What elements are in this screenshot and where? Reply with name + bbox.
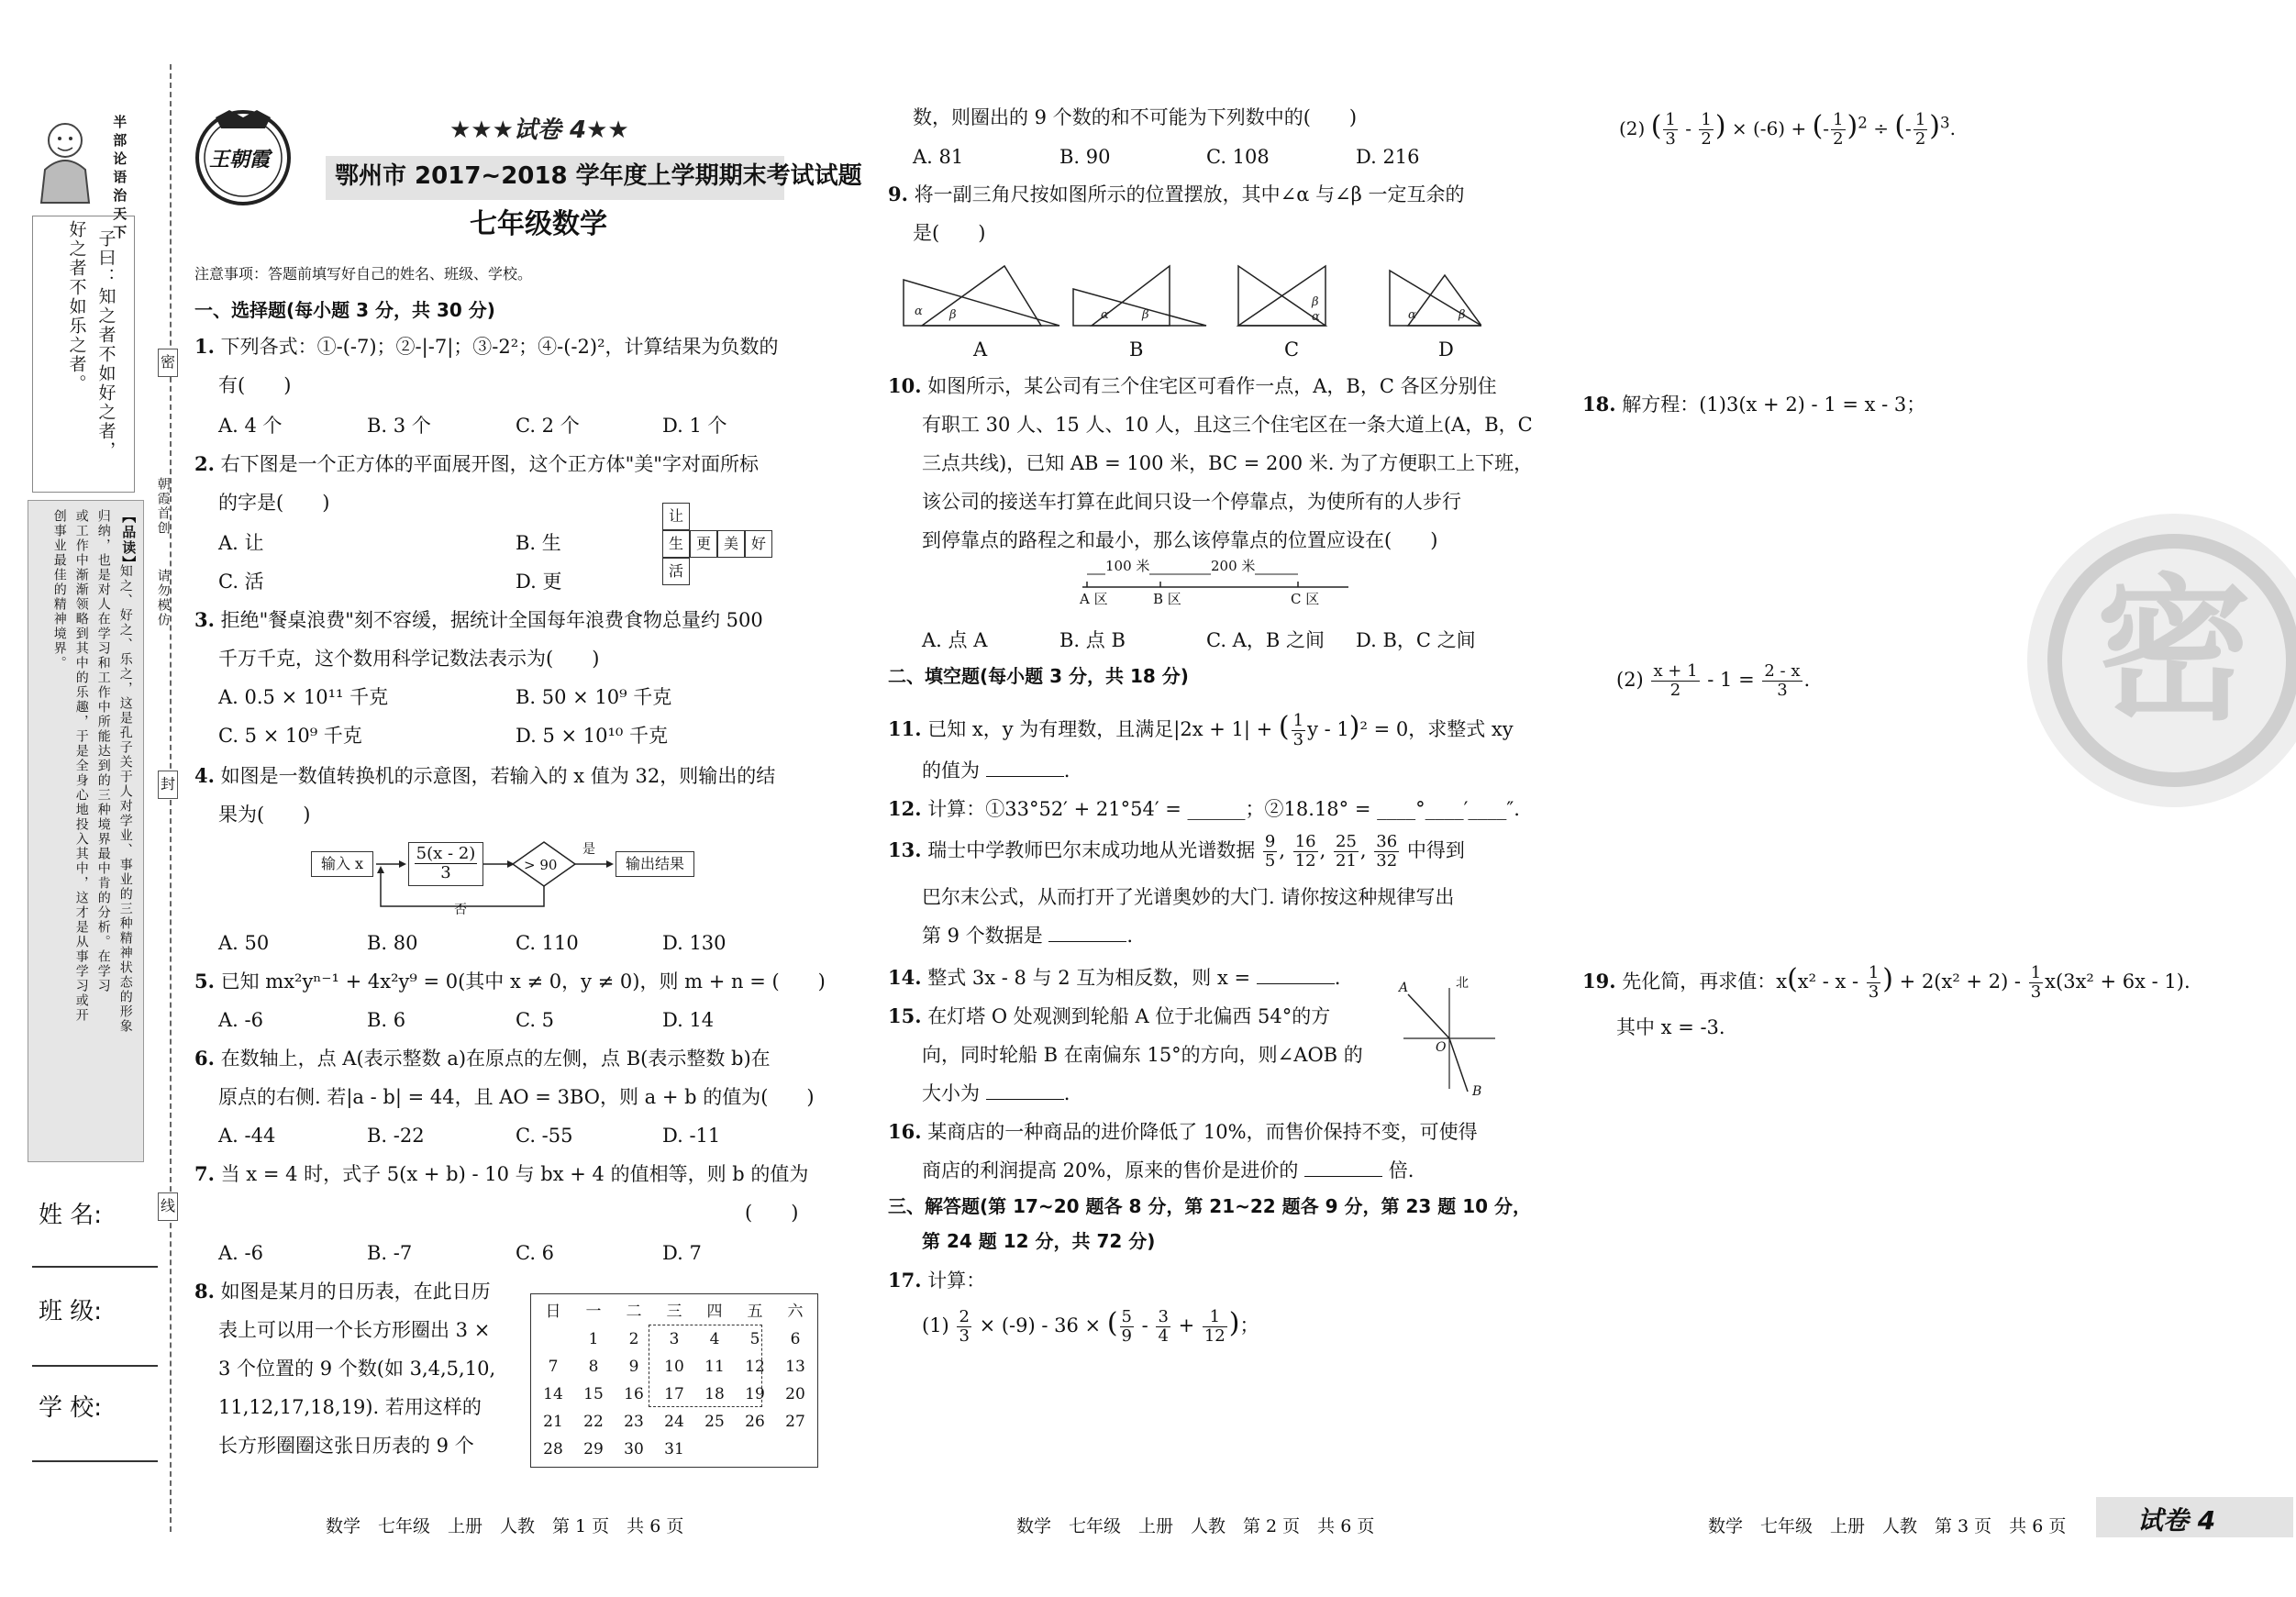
q10	[888, 372, 1497, 402]
q10-option-d[interactable]: D. B，C 之间	[1356, 629, 1476, 651]
q10-num: 10.	[888, 374, 922, 397]
calendar-day: 27	[785, 1413, 805, 1431]
q13-num: 13.	[888, 837, 922, 861]
calendar-day-header: 三	[666, 1303, 682, 1321]
q17-p1-f3-num: 1	[1203, 1308, 1227, 1327]
q3-option-b[interactable]: B. 50 × 10⁹ 千克	[516, 686, 672, 708]
confucius-illustration	[32, 115, 98, 206]
calendar-day: 8	[588, 1358, 599, 1376]
q17-p1-frac-num: 2	[959, 1307, 970, 1327]
q11-answer-blank[interactable]	[986, 760, 1064, 777]
q11-text2: 的值为	[922, 760, 980, 782]
fig-label-d: D	[1438, 338, 1454, 360]
calendar-day: 26	[745, 1413, 765, 1431]
q18-num: 18.	[1582, 393, 1616, 416]
compass-figure	[1399, 974, 1500, 1103]
calendar-week-row	[533, 1408, 815, 1436]
q4-num: 4.	[194, 764, 215, 787]
q17	[888, 1266, 985, 1296]
calendar-day: 22	[583, 1413, 604, 1431]
q19-line2: 其中 x = -3.	[1616, 1016, 1725, 1038]
q13-frac4-num: 36	[1376, 832, 1398, 851]
q3-line2: 千万千克，这个数用科学记数法表示为( )	[218, 648, 600, 670]
flow-output: 输出结果	[616, 851, 694, 877]
point-a-label: A 区	[1080, 591, 1108, 607]
q3-num: 3.	[194, 608, 215, 631]
q8-line-1: 如图是某月的日历表，在此日历	[220, 1281, 491, 1303]
q18-p2-end: .	[1803, 668, 1811, 691]
q11: 11. 已知 x，y 为有理数，且满足|2x + 1| + ( $\frac{1}{3}$ y - 1)² = 0，求整式 xy	[888, 711, 1514, 749]
q9-text: 将一副三角尺按如图所示的位置摆放，其中∠α 与∠β 一定互余的	[914, 183, 1465, 205]
footer-tag: 试卷 4	[2137, 1505, 2216, 1536]
calendar-header-row	[533, 1298, 815, 1325]
calendar-day: 14	[543, 1385, 563, 1403]
q13-frac3-den: 21	[1336, 850, 1357, 871]
q8-option-a[interactable]: A. 81	[913, 146, 964, 168]
q3-option-d[interactable]: D. 5 × 10¹⁰ 千克	[516, 725, 668, 747]
q18-p2-f1-den: 2	[1669, 680, 1681, 700]
q14-num: 14.	[888, 966, 922, 989]
q19-text-b: x² - x -	[1797, 970, 1859, 993]
q18-part2	[1616, 662, 1810, 700]
q7-text: 当 x = 4 时，式子 5(x + b) - 10 与 bx + 4 的值相等，则 b 的值为	[220, 1163, 809, 1185]
q15-line-2: 向，同时轮船 B 在南偏东 15°的方向，则∠AOB 的	[922, 1044, 1363, 1066]
q5-num: 5.	[194, 970, 215, 993]
q7	[194, 1159, 808, 1190]
footer-page-1: 数学 七年级 上册 人教 第 1 页 共 6 页	[326, 1516, 684, 1536]
q7-option-b[interactable]: B. -7	[367, 1242, 413, 1264]
q3-option-c[interactable]: C. 5 × 10⁹ 千克	[218, 725, 362, 747]
q7-line2: ( )	[745, 1202, 799, 1224]
q5-option-c[interactable]: C. 5	[516, 1009, 555, 1031]
calendar-day	[735, 1436, 775, 1463]
q5	[194, 967, 826, 997]
calendar-day: 3	[669, 1330, 680, 1348]
q1-option-c[interactable]: C. 2 个	[516, 415, 580, 437]
calendar-day	[694, 1436, 735, 1463]
q6-option-d[interactable]: D. -11	[662, 1125, 721, 1147]
svg-text:α: α	[1312, 310, 1320, 324]
q1-option-b[interactable]: B. 3 个	[367, 415, 431, 437]
q9-line2: 是( )	[913, 222, 986, 244]
q17-p2-period: .	[1949, 117, 1956, 139]
q5-text: 已知 mx²yⁿ⁻¹ + 4x²y⁹ = 0(其中 x ≠ 0，y ≠ 0)，则 m + n = ( )	[220, 970, 826, 993]
q16-text2: 商店的利润提高 20%，原来的售价是进价的	[922, 1159, 1299, 1181]
calendar-day-header: 二	[626, 1303, 642, 1321]
q17-p1-label: (1)	[922, 1314, 949, 1336]
q15-line-3: 大小为 .	[922, 1082, 1070, 1104]
side-note-1: 朝霞首创	[155, 477, 171, 536]
flow-yes: 是	[582, 842, 595, 857]
q10-option-c[interactable]: C. A，B 之间	[1206, 629, 1325, 651]
q19-text-c: + 2(x² + 2) -	[1899, 970, 2022, 993]
q11-line2: 的值为 .	[922, 760, 1070, 782]
calendar-day: 16	[624, 1385, 644, 1403]
calendar-day: 5	[749, 1330, 760, 1348]
calendar-day-header: 六	[787, 1303, 804, 1321]
calendar-day: 30	[624, 1440, 644, 1458]
q4-line2: 果为( )	[218, 804, 311, 826]
q2-option-a[interactable]: A. 让	[218, 532, 264, 554]
q13-frac3-num: 25	[1336, 832, 1357, 851]
q10-option-b[interactable]: B. 点 B	[1059, 629, 1126, 651]
q5-option-d[interactable]: D. 14	[662, 1009, 715, 1031]
calendar-week-row	[533, 1436, 815, 1463]
q18	[1582, 390, 1925, 420]
reading-text-2: 归纳，也是对人在学习和工作中所能达到的三种境界最中肯的分析。在学习	[95, 509, 111, 993]
q1-option-d[interactable]: D. 1 个	[662, 415, 727, 437]
calendar-day: 19	[745, 1385, 765, 1403]
q18-text: 解方程：(1)3(x + 2) - 1 = x - 3；	[1622, 394, 1926, 416]
calendar-selection-box	[649, 1325, 762, 1407]
side-note-2: 请勿模仿	[155, 569, 171, 627]
q8	[194, 1277, 491, 1307]
q2-line2: 的字是( )	[218, 492, 330, 514]
q14-text: 整式 3x - 8 与 2 互为相反数，则 x =	[927, 967, 1251, 989]
calendar-day: 4	[709, 1330, 720, 1348]
q18-p2-f1-num: x + 1	[1653, 661, 1698, 681]
q1-line2: 有( )	[218, 374, 292, 396]
q13-text-a: 瑞士中学教师巴尔末成功地从光谱数据	[927, 838, 1256, 861]
q19-text-a: 先化简，再求值：x	[1622, 970, 1788, 993]
calendar-day: 25	[704, 1413, 725, 1431]
q13-frac2-den: 12	[1294, 850, 1316, 871]
calendar-day: 15	[583, 1385, 604, 1403]
q18-p2-f2-den: 3	[1777, 680, 1788, 700]
q6-text: 在数轴上，点 A(表示整数 a)在原点的左侧，点 B(表示整数 b)在	[220, 1048, 771, 1070]
q16-text: 某商店的一种商品的进价降低了 10%，而售价保持不变，可使得	[927, 1121, 1478, 1143]
q13-frac4-den: 32	[1376, 850, 1398, 871]
q15-answer-blank[interactable]	[986, 1082, 1064, 1100]
q16-num: 16.	[888, 1120, 922, 1143]
quote-line-a: 子曰：知之者不如好之者，	[95, 229, 116, 460]
q3-text: 拒绝"餐桌浪费"刻不容缓，据统计全国每年浪费食物总量约 500	[220, 609, 763, 631]
q13-frac2-num: 16	[1294, 832, 1316, 851]
q9-num: 9.	[888, 183, 908, 205]
q19-num: 19.	[1582, 970, 1616, 993]
seg-bc-label: 200 米	[1211, 556, 1255, 577]
q1	[194, 332, 779, 362]
q6-option-a[interactable]: A. -44	[218, 1125, 276, 1147]
section3-heading-2: 第 24 题 12 分，共 72 分)	[922, 1230, 1156, 1252]
calendar-day: 28	[543, 1440, 563, 1458]
sidebar-vertical-label: 半部论语治天下	[111, 115, 128, 243]
q4-option-b[interactable]: B. 80	[367, 932, 418, 954]
svg-text:β: β	[1459, 308, 1466, 322]
q7-num: 7.	[194, 1162, 215, 1185]
q6	[194, 1044, 771, 1074]
calendar-day: 17	[664, 1385, 684, 1403]
q19: 19. 先化简，再求值：x(x² - x - $\frac{1}{3}$ ) + 2(x² + 2) - $\frac{1}{3}$ x(3x² + 6x - 1).	[1582, 963, 2191, 1002]
q17-p1-f2-num: 3	[1158, 1307, 1169, 1327]
flow-diagram	[307, 837, 711, 919]
calendar-day: 29	[583, 1440, 604, 1458]
reading-text-4: 创事业最佳的精神境界。	[51, 509, 67, 671]
q8-line-2: 表上可以用一个长方形圈出 3 ×	[218, 1319, 491, 1341]
calendar-day: 21	[543, 1413, 563, 1431]
svg-text:α: α	[1101, 308, 1109, 322]
q17-p1-mid: × (-9) - 36 ×	[979, 1314, 1102, 1336]
q10-line-1: 如图所示，某公司有三个住宅区可看作一点，A，B，C 各区分别住	[927, 375, 1497, 397]
fig-label-b: B	[1129, 338, 1144, 360]
calendar-day: 10	[664, 1358, 684, 1376]
q17-p2-div: ÷	[1873, 117, 1889, 139]
q2-option-c[interactable]: C. 活	[218, 571, 264, 593]
q17-p1-f2-den: 4	[1158, 1326, 1169, 1346]
q3	[194, 605, 763, 636]
q12-num: 12.	[888, 797, 922, 820]
calendar-day	[775, 1436, 815, 1463]
class-field[interactable]	[32, 1365, 158, 1367]
calendar-day-header: 日	[545, 1303, 561, 1321]
calendar-day: 23	[624, 1413, 644, 1431]
reading-text-3: 或工作中渐渐领略到其中的乐趣，于是全身心地投入其中，这才是从事学习或开	[73, 509, 89, 1023]
q1-num: 1.	[194, 335, 215, 358]
q15	[888, 1002, 1330, 1032]
net-cell-4: 美	[717, 530, 745, 558]
q7-option-d[interactable]: D. 7	[662, 1242, 702, 1264]
name-field[interactable]	[32, 1266, 158, 1268]
q13-answer-blank[interactable]	[1048, 925, 1126, 942]
q10-line-4: 该公司的接送车打算在此间只设一个停靠点，为使所有的人步行	[922, 491, 1461, 513]
calendar-day: 13	[785, 1358, 805, 1376]
sidebar	[28, 105, 147, 1170]
q13-text-b: 中得到	[1406, 838, 1465, 861]
brand-name: 王朝霞	[209, 149, 271, 172]
calendar-day: 18	[704, 1385, 725, 1403]
watermark-char: 密	[2096, 560, 2253, 742]
flow-formula	[408, 842, 483, 886]
reading-title: 【品读】	[120, 509, 138, 571]
flow-den: 3	[440, 862, 451, 882]
q6-line2: 原点的右侧. 若|a - b| = 44，且 AO = 3BO，则 a + b 的值为( )	[218, 1086, 815, 1108]
compass-north: 北	[1456, 976, 1469, 991]
calendar-day-header: 五	[747, 1303, 763, 1321]
segment-figure	[1078, 558, 1353, 616]
school-field[interactable]	[32, 1460, 158, 1462]
q8-line-3: 3 个位置的 9 个数(如 3,4,5,10,	[218, 1358, 496, 1380]
exam-subject: 七年级数学	[470, 208, 607, 240]
svg-text:β: β	[1312, 295, 1319, 309]
q17-p1-f1-den: 9	[1121, 1326, 1132, 1346]
point-b-label: B 区	[1153, 591, 1181, 607]
q10-line-2: 有职工 30 人、15 人、10 人，且这三个住宅区在一条大道上(A，B，C	[922, 414, 1533, 436]
triangle-figures	[894, 261, 1481, 362]
svg-text:α: α	[1408, 308, 1416, 322]
seal-mark-1: 密	[158, 349, 178, 377]
q14: 14. 整式 3x - 8 与 2 互为相反数，则 x = .	[888, 966, 1341, 989]
q16	[888, 1117, 1478, 1148]
q7-option-a[interactable]: A. -6	[218, 1242, 263, 1264]
calendar-day: 2	[628, 1330, 639, 1348]
q13-frac1-den: 5	[1264, 850, 1276, 871]
q17-p2-label: (2)	[1619, 117, 1646, 139]
net-cell-2: 生	[662, 530, 690, 558]
flow-num: 5(x - 2)	[416, 844, 476, 863]
notice: 注意事项：答题前填写好自己的姓名、班级、学校。	[194, 265, 533, 283]
q17-p1-f1-num: 5	[1121, 1307, 1132, 1327]
q11-frac-den: 3	[1292, 730, 1304, 749]
calendar-day: 7	[548, 1358, 559, 1376]
q13-line3: 第 9 个数据是 .	[922, 925, 1134, 947]
q6-num: 6.	[194, 1047, 215, 1070]
footer-page-2: 数学 七年级 上册 人教 第 2 页 共 6 页	[1016, 1516, 1375, 1536]
net-cell-1: 让	[662, 503, 690, 530]
q16-text2-end: 倍.	[1388, 1159, 1414, 1181]
q11-num: 11.	[888, 717, 922, 740]
compass-point-a: A	[1399, 981, 1409, 995]
q19-text-d: x(3x² + 6x - 1).	[2045, 970, 2191, 993]
q18-p2-f2-num: 2 - x	[1764, 661, 1801, 681]
q11-text-b: y - 1	[1307, 718, 1349, 740]
exam-title: 鄂州市 2017~2018 学年度上学期期末考试试题	[335, 162, 862, 190]
q13-line2: 巴尔末公式，从而打开了光谱奥妙的大门. 请你按这种规律写出	[922, 886, 1455, 908]
calendar-day: 12	[745, 1358, 765, 1376]
q4-option-c[interactable]: C. 110	[516, 932, 579, 954]
q17-part2: (2) ( $\frac{1}{3}$ - $\frac{1}{2}$ ) × (-6) + (- $\frac{1}{2}$ )$^2$ ÷ (- $\frac{1}{2}$ )$^3$.	[1619, 110, 1956, 149]
q15-num: 15.	[888, 1004, 922, 1027]
svg-text:α: α	[915, 305, 923, 318]
q11-text-a: 已知 x，y 为有理数，且满足|2x + 1| +	[927, 718, 1273, 740]
q18-p2-mid: - 1 =	[1707, 668, 1755, 691]
q8-option-c[interactable]: C. 108	[1206, 146, 1270, 168]
q17-p1-f3-den: 12	[1203, 1326, 1226, 1346]
q17-part1: (1) $\frac{2}{3}$ × (-9) - 36 × ( $\frac{5}{9}$ - $\frac{3}{4}$ + $\frac{1}{12}$ )；	[922, 1307, 1259, 1346]
q10-line-5: 到停靠点的路程之和最小，那么该停靠点的位置应设在( )	[922, 529, 1438, 551]
q10-option-a[interactable]: A. 点 A	[922, 629, 988, 651]
flow-input: 输入 x	[311, 851, 373, 877]
calendar-day-header: 四	[706, 1303, 723, 1321]
compass-point-b: B	[1472, 1084, 1482, 1099]
q2	[194, 449, 759, 480]
q17-p1-frac-den: 3	[959, 1326, 970, 1346]
q5-option-a[interactable]: A. -6	[218, 1009, 263, 1031]
q13: 13. 瑞士中学教师巴尔末成功地从光谱数据 $\frac{9}{5}$ , $\frac{16}{12}$ , $\frac{25}{21}$ , $\frac{36}{32}$ 中得到	[888, 832, 1465, 871]
fig-label-a: A	[973, 338, 988, 360]
flow-condition: > 90	[524, 857, 558, 873]
q2-num: 2.	[194, 452, 215, 475]
paper-tag: ★★★试卷 4★★	[449, 116, 629, 144]
net-cell-5: 好	[745, 530, 772, 558]
q17-text: 计算：	[927, 1270, 986, 1292]
flow-no: 否	[454, 903, 467, 917]
calendar-day: 6	[790, 1330, 801, 1348]
q8-option-b[interactable]: B. 90	[1059, 146, 1111, 168]
seal-mark-3: 线	[158, 1192, 178, 1221]
q10-line-3: 三点共线)，已知 AB = 100 米，BC = 200 米. 为了方便职工上下班，	[922, 452, 1534, 474]
compass-point-o: O	[1436, 1040, 1447, 1055]
calendar	[530, 1293, 818, 1468]
reading-text-1: 知之、好之、乐之，这是孔子关于人对学业、事业的三种精神状态的形象	[117, 564, 133, 1034]
section3-heading: 三、解答题(第 17~20 题各 8 分，第 21~22 题各 9 分，第 23 题 10 分，	[888, 1195, 1532, 1217]
q4	[194, 761, 775, 792]
calendar-day: 24	[664, 1413, 684, 1431]
calendar-day: 1	[588, 1330, 599, 1348]
q14-answer-blank[interactable]	[1257, 967, 1335, 984]
q16-line2	[922, 1156, 1414, 1186]
q17-p1-end: ；	[1239, 1314, 1259, 1336]
net-cell-6: 活	[662, 558, 690, 585]
seg-ab-label: 100 米	[1105, 556, 1149, 577]
q11-text-c: ² = 0，求整式 xy	[1359, 718, 1514, 740]
q1-option-a[interactable]: A. 4 个	[218, 415, 283, 437]
q17-num: 17.	[888, 1269, 922, 1292]
section1-heading: 一、选择题(每小题 3 分，共 30 分)	[194, 299, 495, 321]
section2-heading: 二、填空题(每小题 3 分，共 18 分)	[888, 665, 1189, 687]
calendar-day: 9	[628, 1358, 639, 1376]
q1-text: 下列各式：①-(-7)；②-|-7|；③-2²；④-(-2)²，计算结果为负数的	[220, 336, 779, 358]
q4-option-a[interactable]: A. 50	[218, 932, 270, 954]
q2-text: 右下图是一个正方体的平面展开图，这个正方体"美"字对面所标	[220, 453, 759, 475]
class-label: 班 级:	[39, 1298, 103, 1325]
q8-line-4: 11,12,17,18,19). 若用这样的	[218, 1396, 482, 1418]
q15-text3: 大小为	[922, 1082, 980, 1104]
svg-text:β: β	[1142, 308, 1149, 322]
point-c-label: C 区	[1291, 591, 1320, 607]
q2-option-b[interactable]: B. 生	[516, 532, 561, 554]
quote-line-b: 好之者不如乐之者。	[66, 220, 87, 394]
q18-p2-label: (2)	[1616, 668, 1644, 691]
q5-option-b[interactable]: B. 6	[367, 1009, 406, 1031]
svg-text:β: β	[949, 308, 957, 322]
q13-text3: 第 9 个数据是	[922, 925, 1043, 947]
name-label: 姓 名:	[39, 1202, 103, 1229]
calendar-day: 11	[704, 1358, 725, 1376]
footer-page-3: 数学 七年级 上册 人教 第 3 页 共 6 页	[1708, 1516, 2067, 1536]
confidential-watermark	[2023, 509, 2296, 812]
q6-option-c[interactable]: C. -55	[516, 1125, 573, 1147]
q6-option-b[interactable]: B. -22	[367, 1125, 425, 1147]
q12-text: 计算：①33°52′ + 21°54′ = ______；②18.18° = ____°____′____″.	[927, 798, 1520, 820]
q8-continued: 数，则圈出的 9 个数的和不可能为下列数中的( )	[913, 106, 1358, 128]
q8-option-d[interactable]: D. 216	[1356, 146, 1420, 168]
calendar-day-header: 一	[585, 1303, 602, 1321]
q4-text: 如图是一数值转换机的示意图，若输入的 x 值为 32，则输出的结	[220, 765, 776, 787]
fig-label-c: C	[1284, 338, 1300, 360]
q2-option-d[interactable]: D. 更	[516, 571, 562, 593]
q9	[888, 180, 1465, 210]
q3-option-a[interactable]: A. 0.5 × 10¹¹ 千克	[218, 686, 389, 708]
q12	[888, 794, 1520, 825]
q16-answer-blank[interactable]	[1304, 1159, 1382, 1177]
q17-p2-mid: × (-6) +	[1731, 117, 1807, 139]
seal-mark-2: 封	[158, 771, 178, 799]
q8-num: 8.	[194, 1280, 215, 1303]
q8-line-5: 长方形圈圈这张日历表的 9 个	[218, 1435, 474, 1457]
q13-frac1-num: 9	[1264, 832, 1276, 851]
net-cell-3: 更	[690, 530, 717, 558]
q4-option-d[interactable]: D. 130	[662, 932, 727, 954]
calendar-day: 20	[785, 1385, 805, 1403]
school-label: 学 校:	[39, 1394, 103, 1422]
calendar-day: 31	[664, 1440, 684, 1458]
q15-line-1: 在灯塔 O 处观测到轮船 A 位于北偏西 54°的方	[927, 1005, 1331, 1027]
calendar-day	[533, 1325, 573, 1353]
q11-frac-num: 1	[1292, 711, 1304, 731]
q7-option-c[interactable]: C. 6	[516, 1242, 555, 1264]
